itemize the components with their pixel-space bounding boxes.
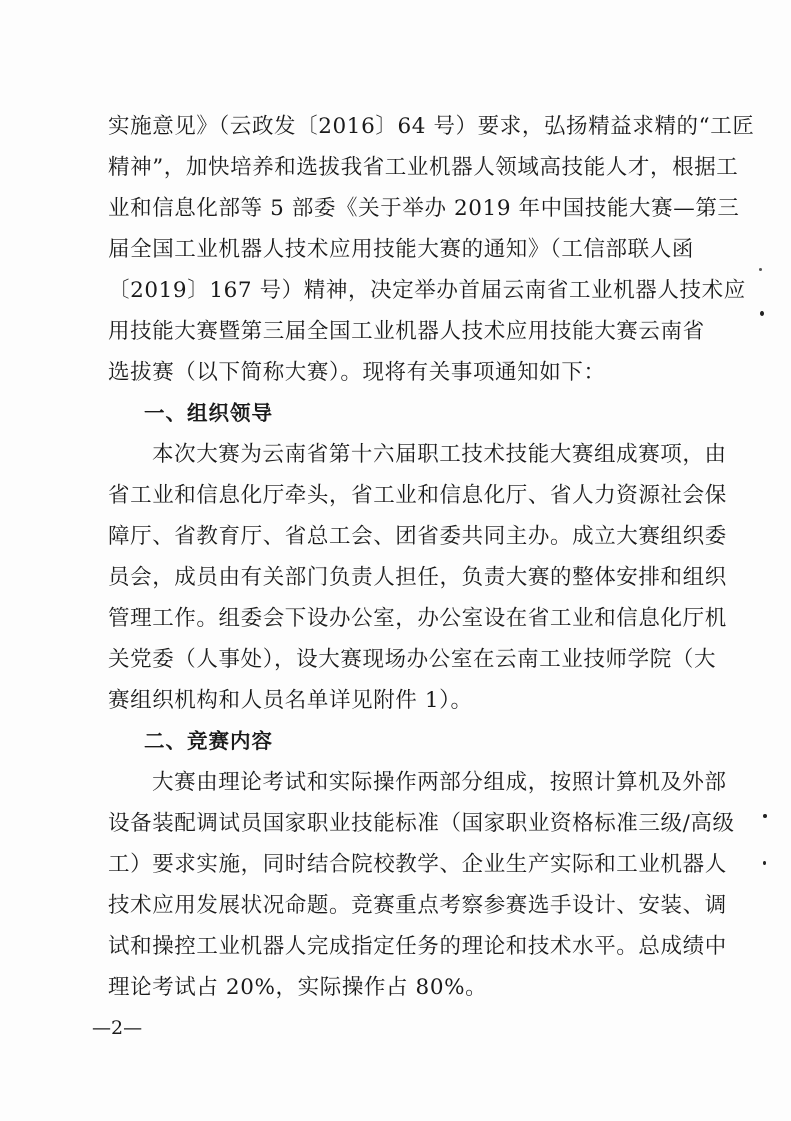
scan-speck [759, 268, 762, 271]
scan-speck [763, 861, 766, 865]
document-body [108, 106, 755, 1008]
body-line: 用技能大赛暨第三届全国工业机器人技术应用技能大赛云南省 [108, 319, 705, 344]
scan-speck [760, 311, 764, 316]
body-line: 大赛由理论考试和实际操作两部分组成，按照计算机及外部 [152, 770, 727, 795]
scan-speck [763, 814, 767, 818]
body-line: 设备装配调试员国家职业技能标准（国家职业资格标准三级/高级 [108, 811, 735, 836]
body-line: 届全国工业机器人技术应用技能大赛的通知》（工信部联人函 [108, 237, 694, 262]
body-line: 省工业和信息化厅牵头，省工业和信息化厅、省人力资源社会保 [108, 483, 727, 508]
body-line: 障厅、省教育厅、省总工会、团省委共同主办。成立大赛组织委 [108, 524, 727, 549]
section-heading-content: 二、竞赛内容 [144, 729, 273, 753]
body-line: 选拔赛（以下简称大赛）。现将有关事项通知如下： [108, 360, 606, 385]
body-line: 关党委（人事处），设大赛现场办公室在云南工业技师学院（大 [108, 647, 717, 672]
body-line: 技术应用发展状况命题。竞赛重点考察参赛选手设计、安装、调 [108, 893, 727, 918]
section-heading-organization: 一、组织领导 [144, 401, 273, 425]
body-line: 精神”，加快培养和选拔我省工业机器人领域高技能人才，根据工 [108, 155, 739, 180]
body-line: 试和操控工业机器人完成指定任务的理论和技术水平。总成绩中 [108, 934, 727, 959]
body-line: 业和信息化部等 5 部委《关于举办 2019 年中国技能大赛—第三 [108, 196, 740, 221]
body-line: 管理工作。组委会下设办公室，办公室设在省工业和信息化厅机 [108, 606, 727, 631]
body-line: 本次大赛为云南省第十六届职工技术技能大赛组成赛项，由 [152, 442, 727, 467]
body-line: 理论考试占 20%，实际操作占 80%。 [108, 975, 488, 1000]
body-line: 赛组织机构和人员名单详见附件 1）。 [108, 688, 473, 713]
body-line: 实施意见》（云政发〔2016〕64 号）要求，弘扬精益求精的“工匠 [108, 114, 755, 139]
page-number: —2— [92, 1017, 143, 1039]
body-line: 员会，成员由有关部门负责人担任，负责大赛的整体安排和组织 [108, 565, 727, 590]
body-line: 工）要求实施，同时结合院校教学、企业生产实际和工业机器人 [108, 852, 727, 877]
body-line: 〔2019〕167 号）精神，决定举办首届云南省工业机器人技术应 [108, 278, 746, 303]
